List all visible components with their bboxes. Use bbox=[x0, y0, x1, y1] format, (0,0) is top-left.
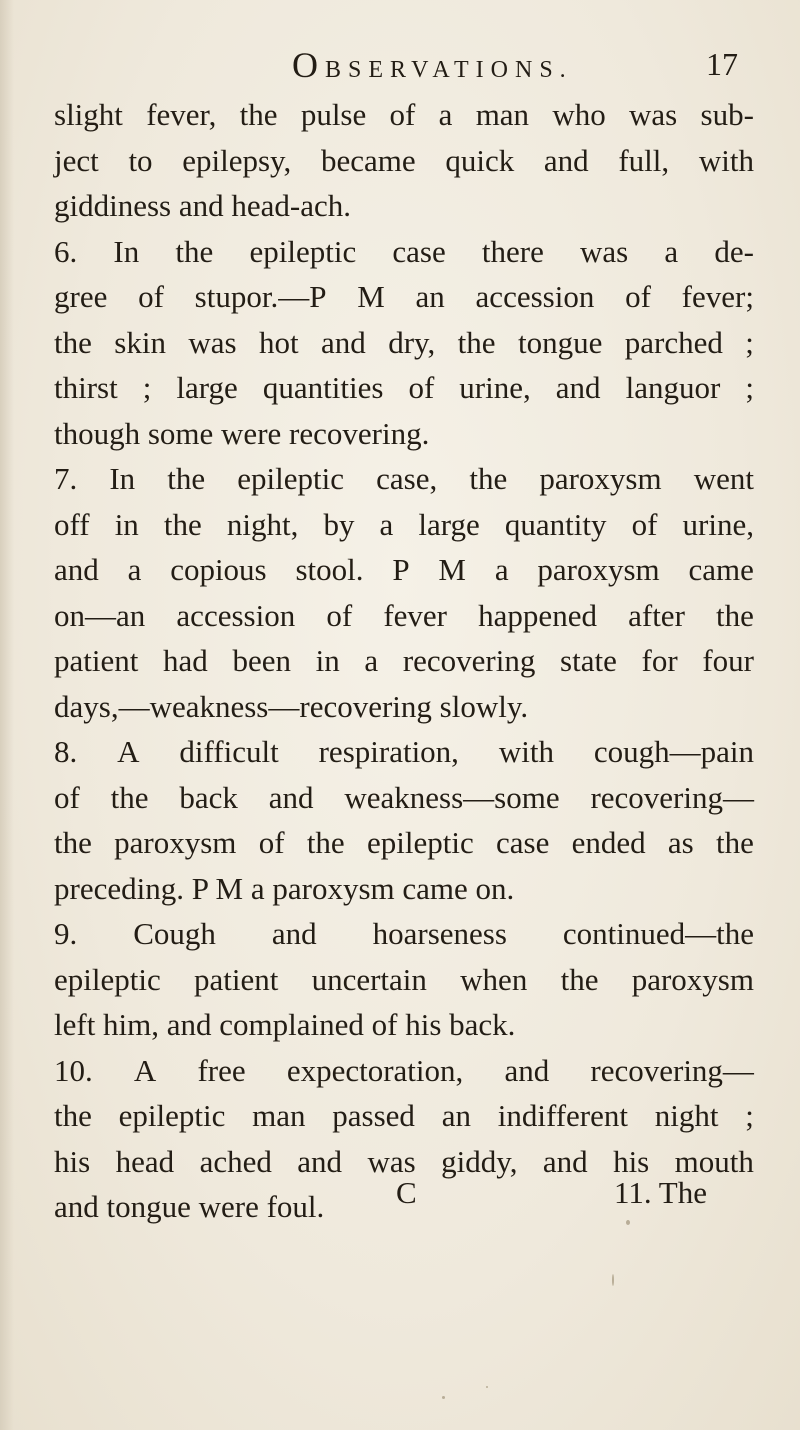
text-line: epileptic patient uncertain when the paroxysm bbox=[54, 961, 754, 997]
text-line: of the back and weakness—some recovering— bbox=[54, 779, 754, 815]
text-line: 10. A free expectoration, and recovering— bbox=[54, 1052, 754, 1088]
text-line: on—an accession of fever happened after the bbox=[54, 597, 754, 633]
text-line: ject to epilepsy, became quick and full, with bbox=[54, 142, 754, 178]
paper-speck bbox=[626, 1220, 630, 1225]
paper-speck bbox=[486, 1386, 488, 1388]
text-line: though some were recovering. bbox=[54, 415, 430, 451]
running-head bbox=[292, 44, 573, 84]
text-line: slight fever, the pulse of a man who was sub- bbox=[54, 97, 754, 132]
text-line: 6. In the epileptic case there was a de- bbox=[54, 233, 754, 269]
text-line: left him, and complained of his back. bbox=[54, 1007, 516, 1042]
paper-speck bbox=[442, 1396, 445, 1399]
text-line: the skin was hot and dry, the tongue parched ; bbox=[54, 324, 754, 360]
page-gutter-shadow bbox=[0, 0, 14, 1430]
running-head-text: OBSERVATIONS. bbox=[292, 45, 573, 85]
text-line: off in the night, by a large quantity of urine, bbox=[54, 506, 754, 542]
paper-speck bbox=[612, 1274, 614, 1286]
text-line: 7. In the epileptic case, the paroxysm went bbox=[54, 461, 754, 496]
text-line: days,—weakness—recovering slowly. bbox=[54, 688, 529, 724]
body-text bbox=[54, 92, 754, 1230]
text-line: his head ached and was giddy, and his mouth bbox=[54, 1143, 754, 1179]
text-line: giddiness and head-ach. bbox=[54, 188, 351, 223]
text-line: and tongue were foul. bbox=[54, 1189, 325, 1224]
text-line: 9. Cough and hoarseness continued—the bbox=[54, 916, 754, 951]
signature-mark: C bbox=[396, 1175, 417, 1210]
text-line: the epileptic man passed an indifferent night ; bbox=[54, 1098, 754, 1133]
text-line: 8. A difficult respiration, with cough—pain bbox=[54, 734, 754, 769]
text-line: the paroxysm of the epileptic case ended as the bbox=[54, 825, 754, 860]
text-line: preceding. P M a paroxysm came on. bbox=[54, 870, 515, 906]
text-line: and a copious stool. P M a paroxysm came bbox=[54, 552, 754, 587]
page-number: 17 bbox=[706, 46, 738, 82]
text-line: patient had been in a recovering state for four bbox=[54, 643, 754, 678]
text-line: thirst ; large quantities of urine, and languor ; bbox=[54, 370, 754, 405]
catchword: 11. The bbox=[614, 1175, 707, 1210]
text-line: gree of stupor.—P M an accession of fever; bbox=[54, 279, 754, 314]
